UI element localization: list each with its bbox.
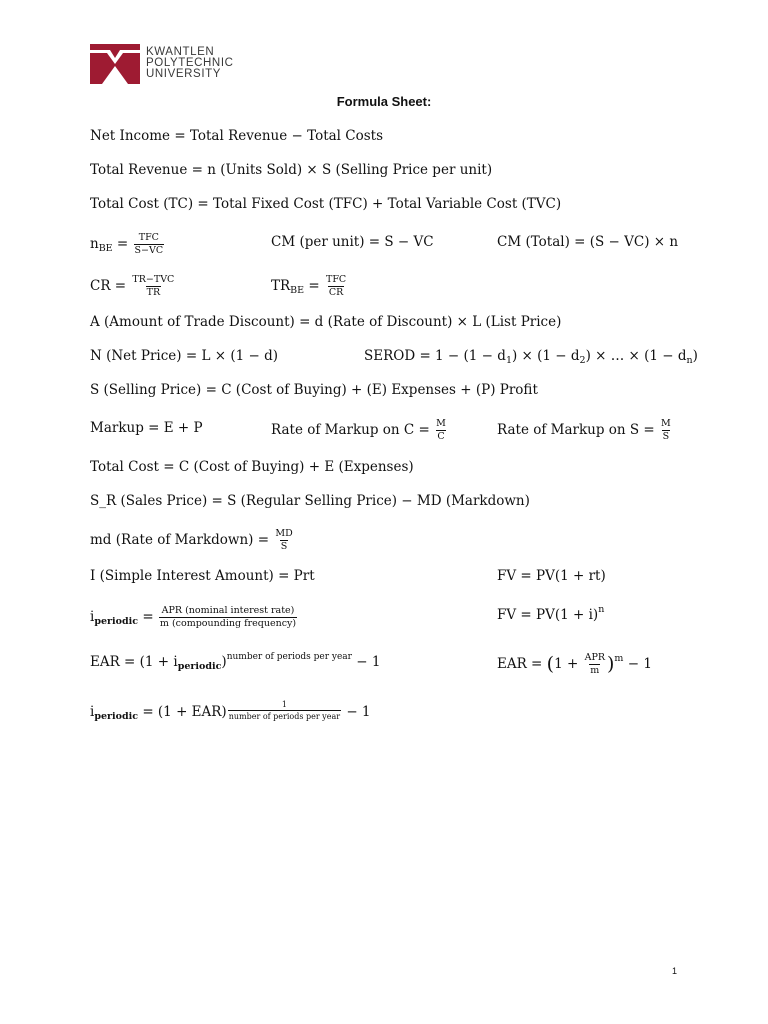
rmc-fraction	[435, 419, 447, 442]
formula-trade-discount: A (Amount of Trade Discount) = d (Rate of Discount) × L (List Price)	[90, 314, 562, 330]
iper-eq: =	[142, 609, 154, 625]
formula-selling-price: S (Selling Price) = C (Cost of Buying) + (E) Expenses + (P) Profit	[90, 382, 538, 398]
iper-den: m (compounding frequency)	[159, 618, 297, 629]
trbe-sub: BE	[290, 285, 305, 296]
serod-b: ) × (1 − d	[511, 348, 580, 364]
trbe-num: TFC	[326, 274, 347, 285]
formula-fv-simple: FV = PV(1 + rt)	[497, 568, 606, 584]
formula-simple-interest: I (Simple Interest Amount) = Prt	[90, 568, 315, 584]
serod-a: SEROD = 1 − (1 − d	[364, 348, 506, 364]
ear1-b: )	[221, 654, 227, 670]
iper2-a: = (1 + EAR)	[142, 704, 227, 720]
formula-markup: Markup = E + P	[90, 420, 203, 436]
formula-sales-price: S_R (Sales Price) = S (Regular Selling Price) − MD (Markdown)	[90, 493, 530, 509]
iper-sub: periodic	[94, 616, 139, 627]
trbe-fraction	[325, 275, 347, 298]
ear1-sub: periodic	[177, 661, 222, 672]
formula-tr-be	[271, 275, 348, 298]
serod-c: ) × … × (1 − d	[585, 348, 687, 364]
formula-ear-apr	[497, 653, 652, 676]
trbe-den: CR	[328, 287, 344, 298]
formula-total-cost: Total Cost (TC) = Total Fixed Cost (TFC) + Total Variable Cost (TVC)	[90, 196, 562, 212]
ear2-den: m	[590, 665, 600, 676]
iper2-c: − 1	[346, 704, 371, 720]
rms-fraction	[660, 419, 672, 442]
iper2-sub: periodic	[94, 711, 139, 722]
ear1-c: − 1	[356, 654, 381, 670]
nbe-lhs: n	[90, 236, 99, 252]
formula-total-revenue: Total Revenue = n (Units Sold) × S (Selling Price per unit)	[90, 162, 493, 178]
ear2-num: APR	[584, 652, 605, 663]
md-fraction	[274, 529, 293, 552]
cr-lhs: CR =	[90, 278, 127, 294]
ear2-open: (	[546, 653, 555, 675]
iper-fraction	[159, 606, 297, 629]
logo-line-1: KWANTLEN	[146, 46, 215, 58]
rmc-den: C	[437, 431, 445, 442]
iper2-num: 1	[281, 700, 287, 709]
rms-lhs: Rate of Markup on S =	[497, 422, 655, 438]
ear1-a: EAR = (1 + i	[90, 654, 178, 670]
logo-line-2: POLYTECHNIC	[146, 57, 234, 69]
trbe-lhs: TR	[271, 278, 291, 294]
ear2-c: − 1	[627, 656, 652, 672]
rmc-num: M	[436, 418, 446, 429]
fvc-sup: n	[598, 604, 605, 615]
iper2-exp-fraction	[228, 700, 341, 721]
serod-sub-n: n	[686, 355, 693, 366]
cr-fraction	[131, 275, 175, 298]
nbe-sub: BE	[98, 243, 113, 254]
rmc-lhs: Rate of Markup on C =	[271, 422, 430, 438]
logo-line-3: UNIVERSITY	[146, 68, 222, 80]
ear2-close: )	[607, 653, 615, 675]
kpu-logo	[90, 44, 240, 86]
md-lhs: md (Rate of Markdown) =	[90, 532, 270, 548]
ear2-fraction	[584, 653, 606, 676]
nbe-num: TFC	[138, 232, 159, 243]
ear1-sup: number of periods per year	[226, 652, 352, 662]
md-num: MD	[275, 528, 293, 539]
ear2-a: EAR =	[497, 656, 543, 672]
formula-cm-unit: CM (per unit) = S − VC	[271, 234, 434, 250]
formula-cr	[90, 275, 176, 298]
kpu-logo-mark-icon	[90, 44, 140, 84]
trbe-eq: =	[308, 278, 320, 294]
serod-sub-1: 1	[505, 355, 512, 366]
formula-i-periodic-from-ear	[90, 700, 371, 721]
nbe-den: S−VC	[134, 245, 164, 256]
nbe-fraction	[134, 233, 165, 256]
formula-total-cost-ce: Total Cost = C (Cost of Buying) + E (Expenses)	[90, 459, 414, 475]
formula-serod	[364, 347, 698, 365]
md-den: S	[280, 541, 288, 552]
page-title: Formula Sheet:	[336, 94, 432, 109]
fvc-a: FV = PV(1 + i)	[497, 607, 599, 623]
iper2-den: number of periods per year	[228, 712, 341, 721]
kpu-logo-wordmark	[146, 47, 234, 80]
formula-ear-periodic	[90, 653, 380, 671]
iper2-lhs: i	[90, 704, 95, 720]
rms-den: S	[662, 431, 670, 442]
ear2-one: 1 +	[554, 656, 579, 672]
formula-cm-total: CM (Total) = (S − VC) × n	[497, 234, 679, 250]
formula-rate-markup-selling	[497, 419, 673, 442]
iper-lhs: i	[90, 609, 95, 625]
nbe-eq: =	[116, 236, 129, 252]
cr-den: TR	[146, 287, 161, 298]
formula-net-income: Net Income = Total Revenue − Total Costs	[90, 128, 384, 144]
page-number: 1	[672, 966, 678, 976]
formula-break-even-units	[90, 233, 165, 256]
formula-i-periodic	[90, 606, 298, 629]
formula-rate-markup-cost	[271, 419, 448, 442]
iper-num: APR (nominal interest rate)	[161, 605, 295, 616]
serod-sub-2: 2	[579, 355, 586, 366]
rms-num: M	[661, 418, 671, 429]
serod-d: )	[692, 348, 698, 364]
formula-net-price: N (Net Price) = L × (1 − d)	[90, 348, 278, 364]
formula-rate-markdown	[90, 529, 295, 552]
ear2-sup: m	[614, 653, 624, 664]
cr-num: TR−TVC	[132, 274, 175, 285]
formula-fv-compound	[497, 606, 604, 624]
